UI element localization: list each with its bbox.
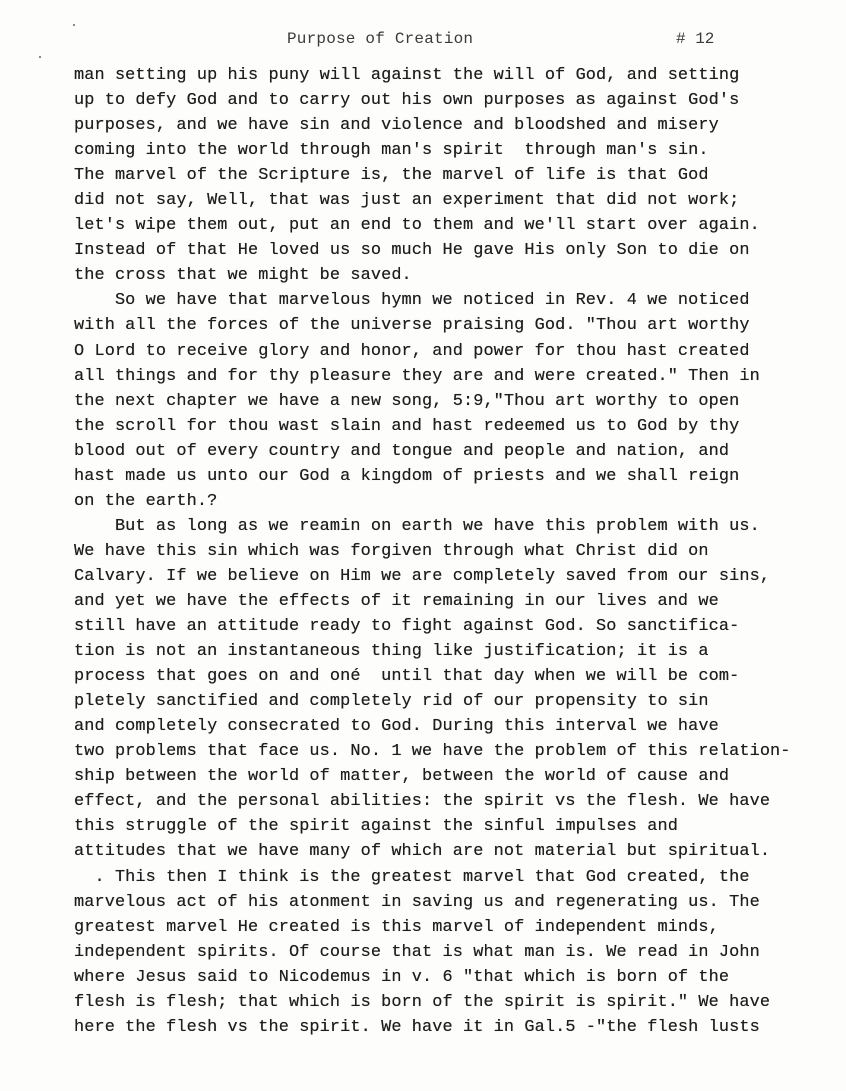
text-line: up to defy God and to carry out his own purposes as against God's [74,91,740,111]
text-line: and yet we have the effects of it remaining in our lives and we [74,591,719,611]
text-line: the cross that we might be saved. [74,266,412,286]
text-line: still have an attitude ready to fight against God. So sanctifica- [74,617,740,637]
text-line: coming into the world through man's spirit through man's sin. [74,141,709,161]
text-line: Calvary. If we believe on Him we are completely saved from our sins, [74,566,771,586]
text-line: man setting up his puny will against the will of God, and setting [74,66,740,85]
text-line: O Lord to receive glory and honor, and power for thou hast created [74,341,750,361]
text-line: this struggle of the spirit against the sinful impulses and [74,817,678,837]
text-line: the next chapter we have a new song, 5:9,"Thou art worthy to open [74,391,740,411]
text-line: where Jesus said to Nicodemus in v. 6 "that which is born of the [74,967,730,987]
text-line: purposes, and we have sin and violence and bloodshed and misery [74,116,719,136]
text-line: We have this sin which was forgiven through what Christ did on [74,541,709,561]
text-line: process that goes on and oné until that day when we will be com- [74,667,740,687]
text-line: marvelous act of his atonment in saving us and regenerating us. The [74,892,760,912]
text-line: with all the forces of the universe praising God. "Thou art worthy [74,316,750,336]
document-body [74,63,834,1040]
text-line: attitudes that we have many of which are not material but spiritual. [74,842,771,862]
text-line: Instead of that He loved us so much He gave His only Son to die on [74,241,750,261]
text-line: on the earth.? [74,491,218,511]
text-line: greatest marvel He created is this marvel of independent minds, [74,917,719,937]
document-title: Purpose of Creation [287,30,474,48]
text-line: ship between the world of matter, between the world of cause and [74,767,730,787]
text-line: independent spirits. Of course that is what man is. We read in John [74,942,760,962]
text-line: The marvel of the Scripture is, the marvel of life is that God [74,166,709,186]
text-line: hast made us unto our God a kingdom of priests and we shall reign [74,466,740,486]
text-line: did not say, Well, that was just an experiment that did not work; [74,191,740,211]
text-line: flesh is flesh; that which is born of the spirit is spirit." We have [74,992,771,1012]
page-header [0,30,846,52]
page-number: # 12 [676,30,715,48]
text-line: . This then I think is the greatest marvel that God created, the [74,867,750,887]
scan-speck [39,56,41,58]
text-line: But as long as we reamin on earth we have this problem with us. [74,516,760,536]
text-line: tion is not an instantaneous thing like justification; it is a [74,642,709,662]
text-line: pletely sanctified and completely rid of our propensity to sin [74,692,709,712]
text-line: effect, and the personal abilities: the spirit vs the flesh. We have [74,792,771,812]
text-line: the scroll for thou wast slain and hast redeemed us to God by thy [74,416,740,436]
text-line: and completely consecrated to God. During this interval we have [74,717,719,737]
text-line: here the flesh vs the spirit. We have it in Gal.5 -"the flesh lusts [74,1017,760,1037]
text-line: So we have that marvelous hymn we noticed in Rev. 4 we noticed [74,291,750,311]
text-line: two problems that face us. No. 1 we have the problem of this relation- [74,742,791,762]
text-line: let's wipe them out, put an end to them and we'll start over again. [74,216,760,236]
text-line: all things and for thy pleasure they are and were created." Then in [74,366,760,386]
text-line: blood out of every country and tongue and people and nation, and [74,441,730,461]
scan-speck [73,24,75,26]
